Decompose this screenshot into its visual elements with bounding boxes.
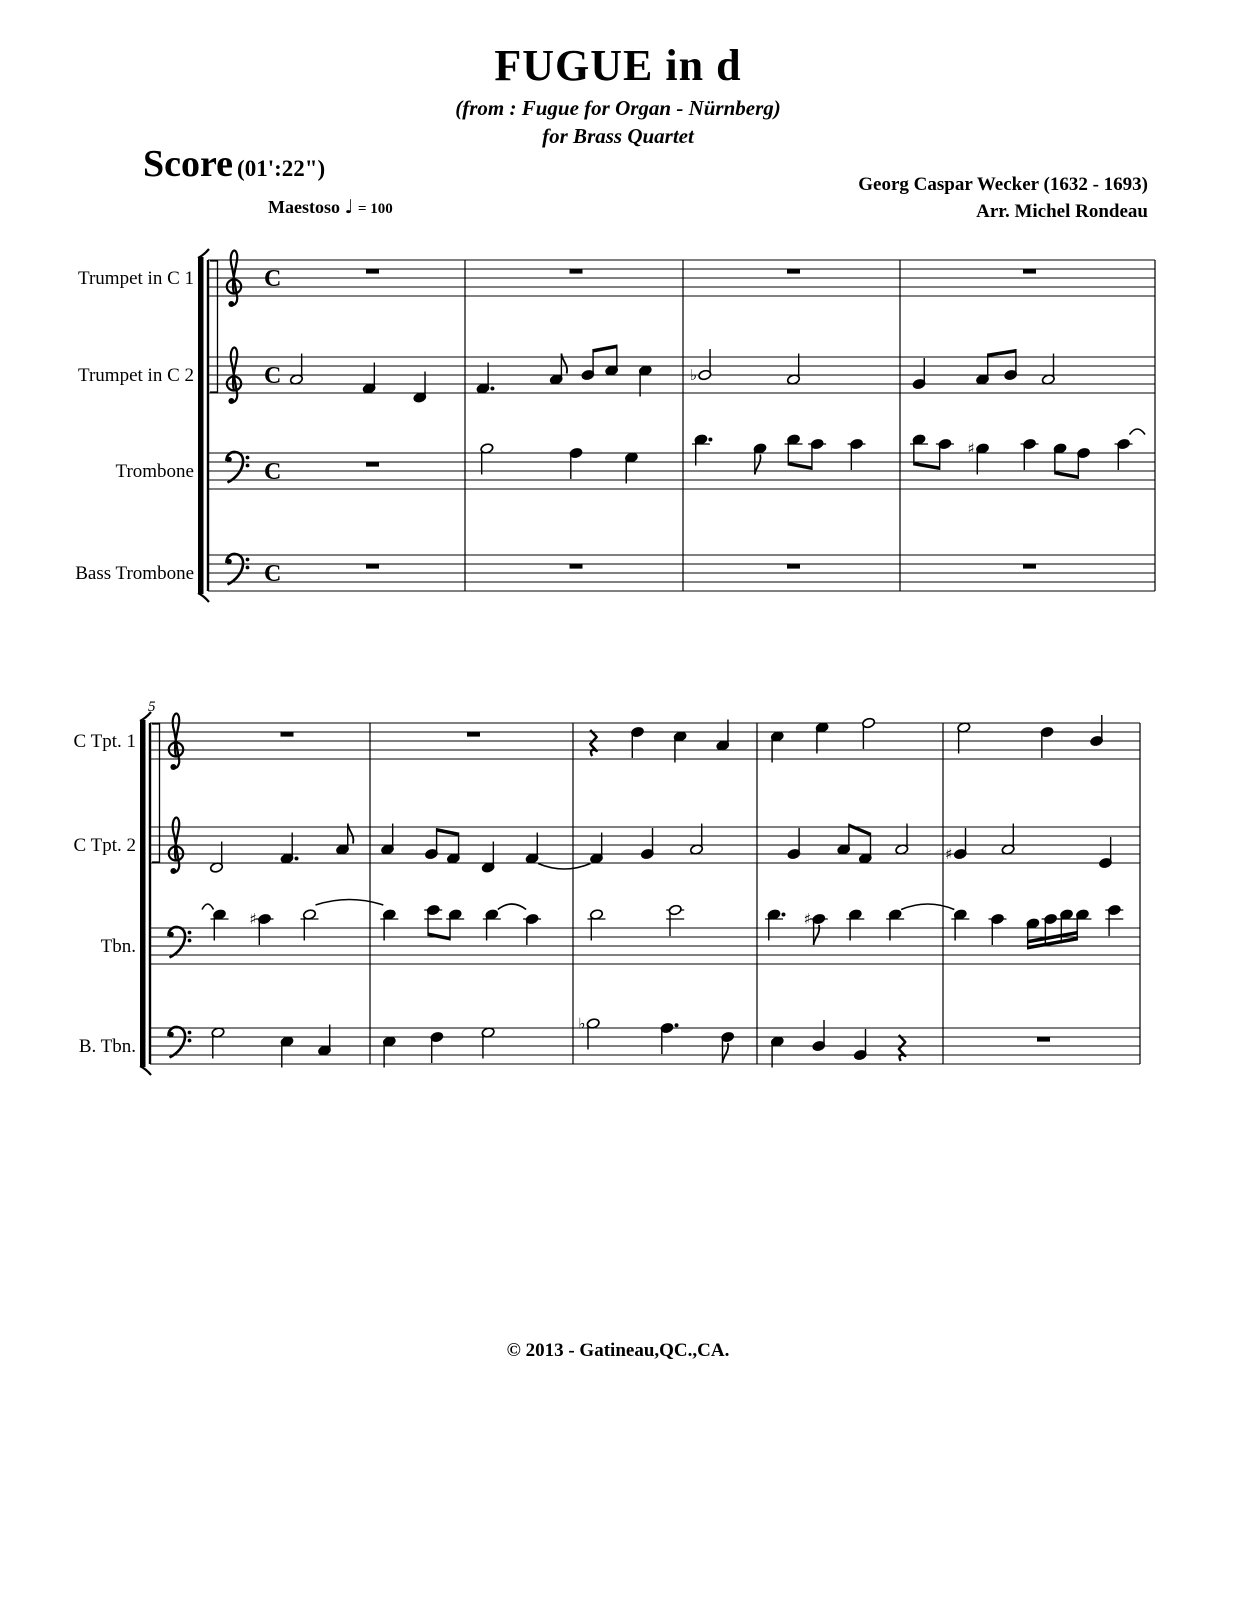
note — [853, 1029, 867, 1061]
note — [590, 833, 604, 865]
whole-rest — [1023, 269, 1036, 274]
note — [476, 363, 494, 395]
staff-c-tpt-1 — [74, 714, 1140, 770]
note — [525, 833, 539, 865]
note — [770, 1036, 784, 1068]
bass-clef-icon — [226, 452, 249, 483]
bass-clef-icon — [168, 927, 191, 958]
note — [721, 1031, 735, 1063]
staff-c-tpt-2 — [74, 818, 1140, 874]
note — [862, 717, 876, 749]
treble-clef-icon — [227, 348, 241, 404]
note — [660, 1022, 678, 1054]
note — [673, 731, 687, 763]
note — [1115, 438, 1133, 470]
note — [1040, 726, 1054, 758]
note — [480, 443, 494, 475]
whole-rest — [467, 732, 480, 737]
tempo-value: = 100 — [357, 201, 393, 217]
whole-rest — [570, 564, 583, 569]
note — [483, 909, 501, 941]
whole-rest — [787, 269, 800, 274]
note — [1090, 715, 1104, 747]
note — [692, 434, 713, 466]
sharp-icon: ♯ — [249, 910, 257, 928]
whole-rest — [570, 269, 583, 274]
time-signature: C — [264, 266, 282, 292]
note — [848, 438, 866, 470]
note — [381, 824, 395, 856]
note — [815, 722, 829, 754]
note — [690, 824, 704, 856]
whole-rest — [1023, 564, 1036, 569]
note — [638, 365, 652, 397]
instrument-label: Trombone — [115, 461, 194, 482]
sharp-icon: ♯ — [945, 845, 953, 863]
instrument-label: C Tpt. 2 — [73, 835, 136, 856]
piece-subtitle-2: for Brass Quartet — [542, 124, 694, 148]
whole-rest — [366, 462, 379, 467]
duration-label: (01':22") — [237, 156, 326, 181]
sharp-icon: ♯ — [967, 439, 975, 458]
note — [587, 909, 605, 941]
flat-icon: ♭ — [578, 1014, 586, 1033]
beam-group — [837, 824, 872, 865]
note — [1105, 904, 1123, 936]
note — [382, 1036, 396, 1068]
note — [753, 443, 767, 475]
note — [886, 909, 904, 941]
note — [846, 909, 864, 941]
staff-trumpet-in-c-2 — [78, 345, 1155, 405]
note — [666, 904, 684, 936]
note — [951, 909, 969, 941]
piece-subtitle: (from : Fugue for Organ - Nürnberg) — [455, 96, 781, 120]
note — [1041, 354, 1055, 386]
note — [211, 1027, 225, 1059]
note — [301, 909, 319, 941]
arranger: Arr. Michel Rondeau — [976, 201, 1148, 222]
staff-bass-trombone — [75, 554, 1155, 591]
note — [895, 824, 909, 856]
note — [413, 372, 427, 404]
note — [318, 1025, 332, 1057]
note — [770, 731, 784, 763]
system-bracket — [140, 720, 146, 1067]
measure-number: 5 — [148, 699, 156, 715]
staff-trumpet-in-c-1 — [78, 251, 1155, 307]
note — [631, 726, 645, 758]
beam-group — [1026, 909, 1091, 950]
note — [988, 913, 1006, 945]
system-1 — [75, 249, 1155, 602]
beam-group — [910, 434, 954, 470]
note — [569, 447, 583, 479]
quarter-rest — [899, 1035, 906, 1061]
note — [1001, 824, 1015, 856]
tie — [202, 904, 214, 910]
whole-rest — [366, 564, 379, 569]
note — [765, 909, 786, 941]
note — [912, 358, 926, 390]
beam-group — [1053, 443, 1090, 479]
whole-rest — [281, 732, 294, 737]
instrument-label: Bass Trombone — [75, 563, 194, 584]
note — [716, 720, 730, 752]
note — [1099, 837, 1113, 869]
instrument-label: Trumpet in C 1 — [78, 268, 194, 289]
note — [787, 354, 801, 386]
note — [625, 452, 639, 484]
tie — [1130, 429, 1146, 435]
system-2 — [74, 699, 1140, 1075]
instrument-label: Trumpet in C 2 — [78, 365, 194, 386]
note — [362, 363, 376, 395]
treble-clef-icon — [169, 714, 183, 770]
note — [481, 1027, 495, 1059]
whole-rest — [366, 269, 379, 274]
tie — [498, 904, 526, 910]
system-bracket — [198, 257, 204, 594]
note — [336, 824, 354, 856]
note — [430, 1031, 444, 1063]
staff-b-tbn — [79, 1015, 1140, 1068]
staff-tbn — [101, 904, 1140, 964]
piece-title: FUGUE in d — [494, 41, 742, 90]
composer: Georg Caspar Wecker (1632 - 1693) — [858, 174, 1148, 195]
note — [957, 722, 971, 754]
instrument-label: Tbn. — [100, 936, 136, 957]
trumpet-sub-bracket — [152, 724, 160, 862]
note — [523, 913, 541, 945]
score-label: Score — [143, 143, 234, 185]
time-signature: C — [264, 363, 282, 389]
note — [280, 1036, 294, 1068]
tie — [901, 904, 954, 910]
note — [968, 440, 990, 475]
treble-clef-icon — [169, 818, 183, 874]
bass-clef-icon — [226, 554, 249, 585]
instrument-label: B. Tbn. — [78, 1036, 136, 1057]
treble-clef-icon — [227, 251, 241, 307]
note — [290, 354, 304, 386]
whole-rest — [787, 564, 800, 569]
flat-icon: ♭ — [689, 366, 697, 384]
beam-group — [424, 904, 464, 940]
beam-group — [785, 434, 827, 470]
whole-rest — [1037, 1037, 1050, 1042]
note — [640, 828, 654, 860]
bass-clef-icon — [168, 1027, 191, 1058]
sharp-icon: ♯ — [803, 910, 812, 928]
tie — [538, 864, 590, 870]
tie — [316, 900, 384, 906]
note — [578, 1015, 600, 1050]
quarter-rest — [590, 730, 597, 756]
note — [211, 909, 229, 941]
note — [787, 828, 801, 860]
instrument-label: C Tpt. 1 — [73, 731, 136, 752]
tempo-word: Maestoso — [268, 197, 340, 217]
note — [1021, 438, 1039, 470]
beam-group — [425, 828, 461, 864]
copyright-footer: © 2013 - Gatineau,QC.,CA. — [506, 1340, 730, 1361]
note — [210, 842, 224, 874]
staff-trombone — [116, 434, 1155, 489]
quarter-note-icon: ♩ — [344, 196, 354, 218]
trumpet-sub-bracket — [210, 261, 218, 392]
note — [549, 354, 567, 386]
note — [380, 909, 398, 941]
time-signature: C — [264, 459, 282, 485]
note — [280, 833, 298, 865]
note — [481, 842, 495, 874]
beam-group — [976, 349, 1018, 385]
note — [812, 1020, 826, 1052]
time-signature: C — [264, 561, 282, 587]
